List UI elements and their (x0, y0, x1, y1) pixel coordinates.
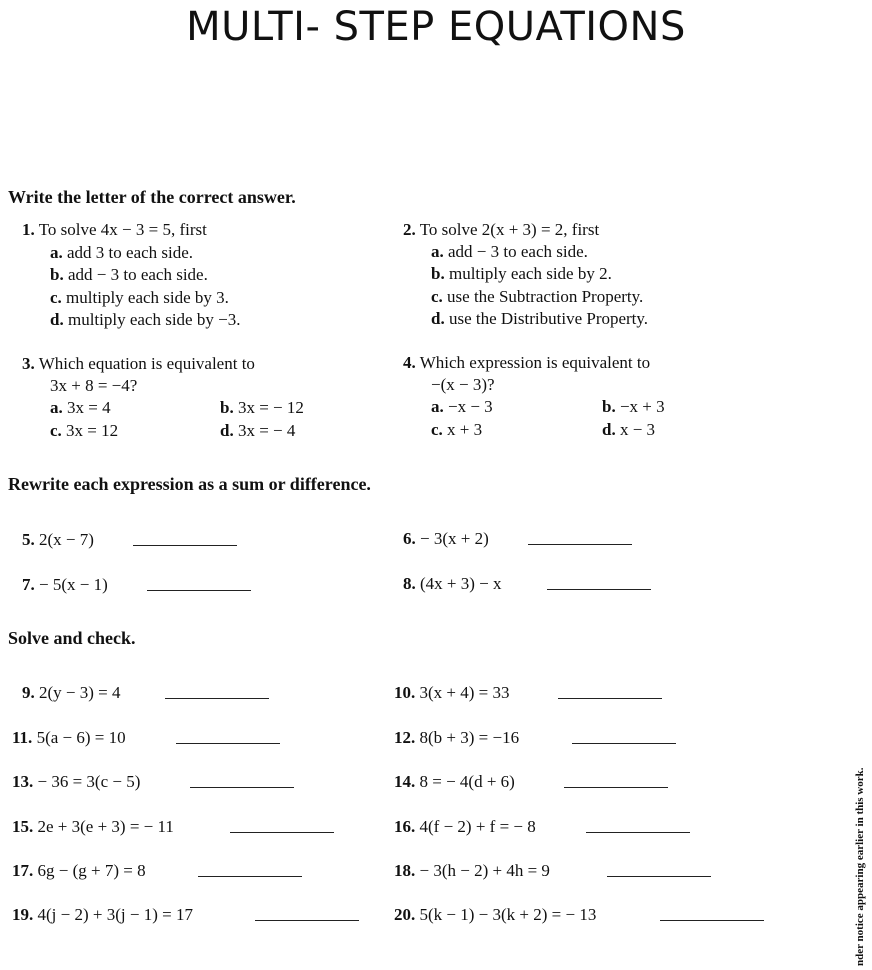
rewrite-item: 7. − 5(x − 1) (22, 575, 108, 594)
equation-item: 19. 4(j − 2) + 3(j − 1) = 17 (12, 905, 193, 924)
answer-blank[interactable] (586, 818, 690, 833)
question-number: 4. (403, 353, 416, 372)
question-2 (403, 220, 599, 240)
q1-choice-b: b. add − 3 to each side. (50, 265, 208, 284)
section-heading-multiple-choice: Write the letter of the correct answer. (8, 187, 296, 207)
answer-blank[interactable] (165, 684, 269, 699)
rewrite-item: 6. − 3(x + 2) (403, 529, 489, 548)
q2-choice-a: a. add − 3 to each side. (431, 242, 588, 261)
equation-item: 11. 5(a − 6) = 10 (12, 728, 126, 747)
question-4 (403, 353, 650, 373)
answer-blank[interactable] (572, 729, 676, 744)
q3-choice-d: d. 3x = − 4 (220, 421, 296, 440)
answer-blank[interactable] (230, 818, 334, 833)
question-text: Which equation is equivalent to (38, 354, 255, 373)
equation-item: 12. 8(b + 3) = −16 (394, 728, 520, 747)
q4-choice-a: a. −x − 3 (431, 397, 493, 416)
answer-blank[interactable] (176, 729, 280, 744)
question-3 (22, 354, 255, 374)
q4-choice-d: d. x − 3 (602, 420, 656, 439)
q3-choice-a: a. 3x = 4 (50, 398, 111, 417)
equation-item: 15. 2e + 3(e + 3) = − 11 (12, 817, 174, 836)
question-3-equation: 3x + 8 = −4? (50, 376, 138, 395)
rewrite-item: 8. (4x + 3) − x (403, 574, 502, 593)
equation-item: 9. 2(y − 3) = 4 (22, 683, 121, 702)
answer-blank[interactable] (255, 906, 359, 921)
question-1 (22, 220, 207, 240)
q2-choice-b: b. multiply each side by 2. (431, 264, 612, 283)
q1-choice-c: c. multiply each side by 3. (50, 288, 229, 307)
answer-blank[interactable] (660, 906, 764, 921)
answer-blank[interactable] (198, 862, 302, 877)
question-text: Which expression is equivalent to (419, 353, 651, 372)
answer-blank[interactable] (607, 862, 711, 877)
equation-item: 13. − 36 = 3(c − 5) (12, 772, 141, 791)
equation-item: 14. 8 = − 4(d + 6) (394, 772, 515, 791)
equation-item: 16. 4(f − 2) + f = − 8 (394, 817, 536, 836)
equation-item: 10. 3(x + 4) = 33 (394, 683, 510, 702)
answer-blank[interactable] (564, 773, 668, 788)
q3-choice-b: b. 3x = − 12 (220, 398, 304, 417)
q3-choice-c: c. 3x = 12 (50, 421, 119, 440)
equation-item: 17. 6g − (g + 7) = 8 (12, 861, 146, 880)
worksheet-title: MULTI- STEP EQUATIONS (186, 4, 686, 50)
copyright-side-note: nder notice appearing earlier in this work. (854, 767, 866, 966)
q2-choice-c: c. use the Subtraction Property. (431, 287, 644, 306)
question-text: To solve 2(x + 3) = 2, first (419, 220, 600, 239)
answer-blank[interactable] (133, 531, 237, 546)
question-text: To solve 4x − 3 = 5, first (38, 220, 207, 239)
section-heading-rewrite: Rewrite each expression as a sum or difference. (8, 474, 371, 494)
q1-choice-d: d. multiply each side by −3. (50, 310, 241, 329)
question-4-expression: −(x − 3)? (431, 375, 495, 394)
q1-choice-a: a. add 3 to each side. (50, 243, 194, 262)
q4-choice-b: b. −x + 3 (602, 397, 665, 416)
answer-blank[interactable] (190, 773, 294, 788)
question-number: 2. (403, 220, 416, 239)
question-number: 1. (22, 220, 35, 239)
q2-choice-d: d. use the Distributive Property. (431, 309, 649, 328)
answer-blank[interactable] (147, 576, 251, 591)
answer-blank[interactable] (547, 575, 651, 590)
section-heading-solve: Solve and check. (8, 628, 136, 648)
answer-blank[interactable] (528, 530, 632, 545)
equation-item: 20. 5(k − 1) − 3(k + 2) = − 13 (394, 905, 597, 924)
rewrite-item: 5. 2(x − 7) (22, 530, 94, 549)
question-number: 3. (22, 354, 35, 373)
equation-item: 18. − 3(h − 2) + 4h = 9 (394, 861, 550, 880)
q4-choice-c: c. x + 3 (431, 420, 483, 439)
answer-blank[interactable] (558, 684, 662, 699)
